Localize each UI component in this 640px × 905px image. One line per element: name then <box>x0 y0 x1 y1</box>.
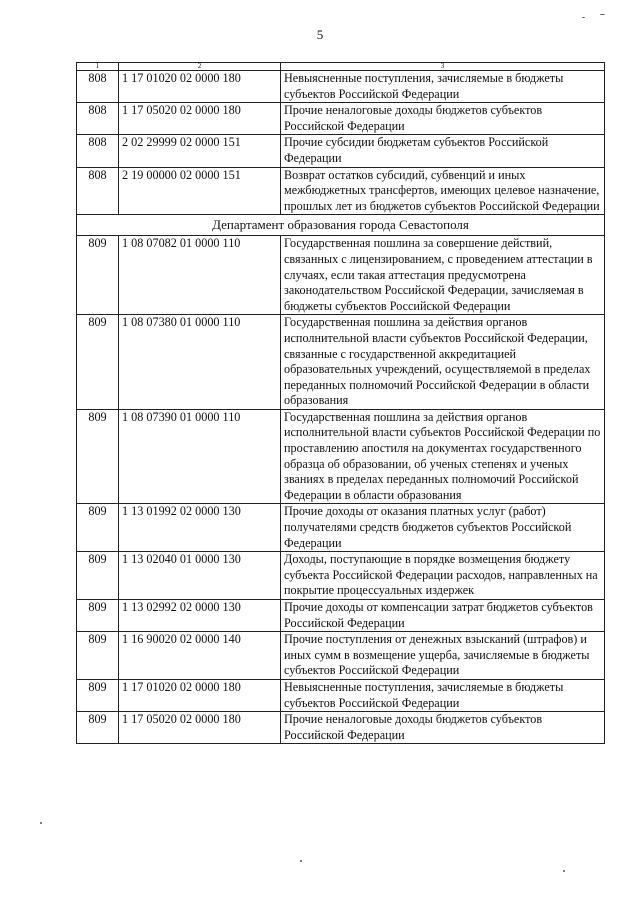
revenue-code-cell: 1 16 90020 02 0000 140 <box>119 632 281 680</box>
table-row <box>77 236 605 315</box>
column-number-row <box>77 63 605 71</box>
table-row <box>77 167 605 215</box>
revenue-name-cell: Прочие неналоговые доходы бюджетов субъектов Российской Федерации <box>281 103 605 135</box>
scan-speck <box>582 17 585 18</box>
revenue-name-cell: Прочие неналоговые доходы бюджетов субъектов Российской Федерации <box>281 712 605 744</box>
admin-code-cell: 809 <box>77 712 119 744</box>
admin-code-cell: 809 <box>77 632 119 680</box>
revenue-name-cell: Государственная пошлина за действия органов исполнительной власти субъектов Российской Федерации по проставлению апостиля на документах государственного образца об образовании, об ученых степенях и ученых званиях в пределах переданных полномочий Российской Федерации в области образования <box>281 409 605 504</box>
scan-speck <box>563 870 565 872</box>
revenue-code-cell: 1 08 07380 01 0000 110 <box>119 315 281 410</box>
table-row <box>77 600 605 632</box>
admin-code-cell: 809 <box>77 236 119 315</box>
revenue-code-cell: 1 13 02992 02 0000 130 <box>119 600 281 632</box>
revenue-name-cell: Государственная пошлина за совершение действий, связанных с лицензированием, с проведением аттестации в случаях, если такая аттестация предусмотрена законодательством Российской Федерации, зачисляемая в бюджеты субъектов Российской Федерации <box>281 236 605 315</box>
column-number-3: 3 <box>281 63 605 71</box>
rows-before-section <box>77 71 605 215</box>
admin-code-cell: 808 <box>77 103 119 135</box>
table-row <box>77 71 605 103</box>
revenue-code-cell: 1 17 01020 02 0000 180 <box>119 71 281 103</box>
revenue-name-cell: Государственная пошлина за действия органов исполнительной власти субъектов Российской Федерации, связанные с государственной аккредитацией образовательных учреждений, осуществляемой в пределах переданных полномочий Российской Федерации в области образования <box>281 315 605 410</box>
admin-code-cell: 809 <box>77 409 119 504</box>
scan-speck <box>600 14 605 15</box>
rows-after-section <box>77 236 605 744</box>
table-row <box>77 409 605 504</box>
table-row <box>77 552 605 600</box>
table-row <box>77 632 605 680</box>
revenue-code-cell: 1 17 05020 02 0000 180 <box>119 712 281 744</box>
revenue-code-cell: 1 17 05020 02 0000 180 <box>119 103 281 135</box>
revenue-code-cell: 1 13 01992 02 0000 130 <box>119 504 281 552</box>
admin-code-cell: 808 <box>77 71 119 103</box>
revenue-name-cell: Доходы, поступающие в порядке возмещения бюджету субъекта Российской Федерации расходов, направленных на покрытие процессуальных издержек <box>281 552 605 600</box>
revenue-name-cell: Прочие доходы от компенсации затрат бюджетов субъектов Российской Федерации <box>281 600 605 632</box>
table-row <box>77 103 605 135</box>
table-row <box>77 135 605 167</box>
revenue-code-cell: 1 17 01020 02 0000 180 <box>119 679 281 711</box>
revenue-code-cell: 2 19 00000 02 0000 151 <box>119 167 281 215</box>
revenue-code-cell: 1 08 07082 01 0000 110 <box>119 236 281 315</box>
revenue-name-cell: Невыясненные поступления, зачисляемые в бюджеты субъектов Российской Федерации <box>281 679 605 711</box>
table-row <box>77 712 605 744</box>
revenue-name-cell: Прочие доходы от оказания платных услуг (работ) получателями средств бюджетов субъектов Российской Федерации <box>281 504 605 552</box>
page-number: 5 <box>316 27 324 42</box>
admin-code-cell: 808 <box>77 167 119 215</box>
revenue-name-cell: Возврат остатков субсидий, субвенций и иных межбюджетных трансфертов, имеющих целевое назначение, прошлых лет из бюджетов субъектов Российской Федерации <box>281 167 605 215</box>
column-number-2: 2 <box>119 63 281 71</box>
revenue-name-cell: Прочие субсидии бюджетам субъектов Российской Федерации <box>281 135 605 167</box>
scan-speck <box>300 860 302 862</box>
admin-code-cell: 808 <box>77 135 119 167</box>
scan-speck <box>40 822 42 824</box>
revenue-name-cell: Прочие поступления от денежных взысканий (штрафов) и иных сумм в возмещение ущерба, зачисляемые в бюджеты субъектов Российской Федерации <box>281 632 605 680</box>
column-number-1: 1 <box>77 63 119 71</box>
revenue-code-cell: 1 13 02040 01 0000 130 <box>119 552 281 600</box>
admin-code-cell: 809 <box>77 679 119 711</box>
admin-code-cell: 809 <box>77 552 119 600</box>
admin-code-cell: 809 <box>77 504 119 552</box>
revenue-codes-table <box>76 62 605 744</box>
revenue-name-cell: Невыясненные поступления, зачисляемые в бюджеты субъектов Российской Федерации <box>281 71 605 103</box>
table-row <box>77 504 605 552</box>
table-row <box>77 679 605 711</box>
revenue-code-cell: 2 02 29999 02 0000 151 <box>119 135 281 167</box>
department-row <box>77 215 605 236</box>
admin-code-cell: 809 <box>77 600 119 632</box>
admin-code-cell: 809 <box>77 315 119 410</box>
table-row <box>77 315 605 410</box>
revenue-code-cell: 1 08 07390 01 0000 110 <box>119 409 281 504</box>
department-title: Департамент образования города Севастополя <box>77 215 605 236</box>
